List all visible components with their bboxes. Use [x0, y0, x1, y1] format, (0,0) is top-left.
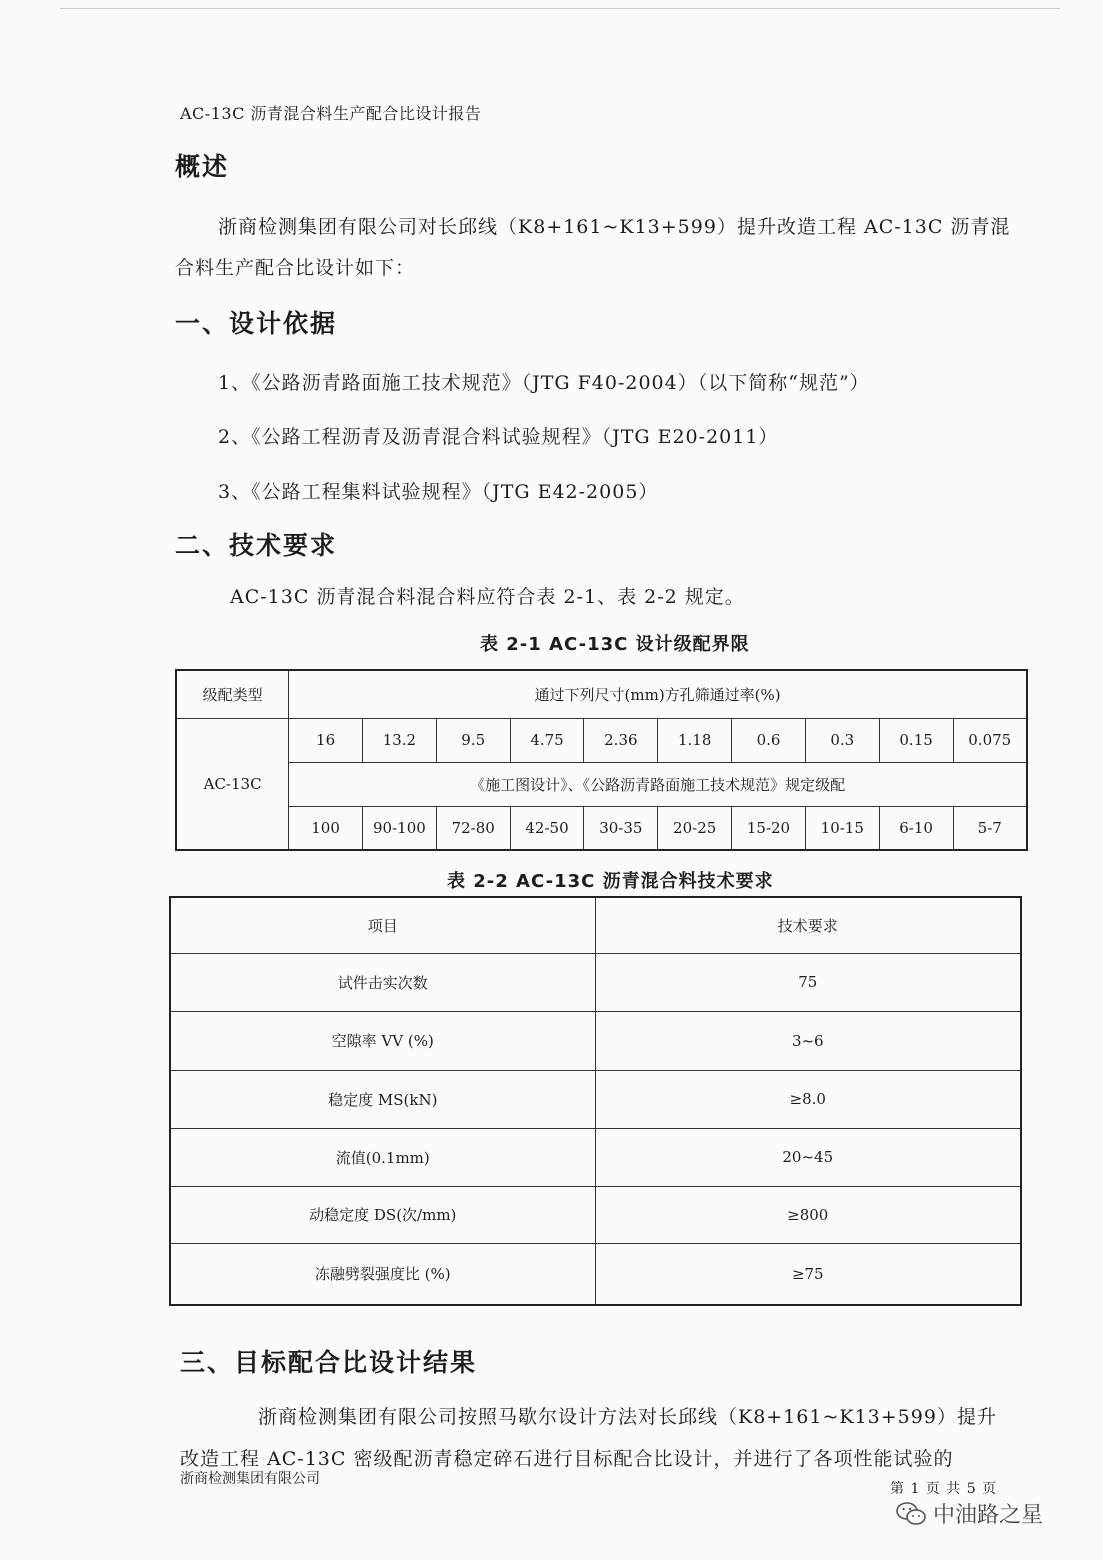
table-row: [170, 1070, 1021, 1128]
spec-source-row: 《施工图设计》、《公路沥青路面施工技术规范》规定级配: [289, 762, 1027, 806]
passing-rate-header: 通过下列尺寸(mm)方孔筛通过率(%): [289, 670, 1027, 718]
table1-caption: 表 2-1 AC-13C 设计级配界限: [480, 634, 750, 655]
sieve-size-cell: 13.2: [362, 718, 436, 762]
sieve-size-cell: 1.18: [658, 718, 732, 762]
gradation-limit-cell: 42-50: [510, 806, 584, 850]
item-cell: 流值(0.1mm): [170, 1128, 595, 1186]
footer-company: 浙商检测集团有限公司: [180, 1471, 320, 1487]
table-row: [170, 1128, 1021, 1186]
scan-edge-line: [60, 8, 1060, 9]
wechat-icon: [895, 1500, 927, 1528]
section3-line-1: 浙商检测集团有限公司按照马歇尔设计方法对长邱线（K8+161~K13+599）提升: [258, 1406, 997, 1428]
sieve-size-cell: 2.36: [584, 718, 658, 762]
sieve-size-cell: 0.075: [953, 718, 1027, 762]
gradation-limit-cell: 90-100: [362, 806, 436, 850]
item-cell: 试件击实次数: [170, 953, 595, 1011]
sieve-size-cell: 0.6: [732, 718, 806, 762]
section3-title: 三、目标配合比设计结果: [180, 1348, 478, 1377]
section2-intro: AC-13C 沥青混合料混合料应符合表 2-1、表 2-2 规定。: [230, 586, 745, 608]
sieve-size-cell: 0.15: [879, 718, 953, 762]
item-column-header: 项目: [170, 897, 595, 953]
requirement-cell: ≥75: [595, 1243, 1021, 1305]
document-header: AC-13C 沥青混合料生产配合比设计报告: [180, 104, 482, 123]
gradation-limit-cell: 72-80: [436, 806, 510, 850]
table2-caption: 表 2-2 AC-13C 沥青混合料技术要求: [447, 871, 774, 892]
gradation-limit-cell: 5-7: [953, 806, 1027, 850]
technical-requirements-table: [169, 896, 1022, 1306]
sieve-size-cell: 9.5: [436, 718, 510, 762]
overview-line-2: 合料生产配合比设计如下：: [175, 257, 416, 279]
watermark: [895, 1498, 1043, 1529]
gradation-limit-cell: 30-35: [584, 806, 658, 850]
table-row: [170, 953, 1021, 1011]
watermark-text: 中油路之星: [933, 1503, 1044, 1528]
item-cell: 冻融劈裂强度比 (%): [170, 1243, 595, 1305]
overview-line-1: 浙商检测集团有限公司对长邱线（K8+161~K13+599）提升改造工程 AC-13C 沥青混: [218, 216, 1011, 238]
gradation-limit-cell: 15-20: [732, 806, 806, 850]
sieve-size-cell: 16: [289, 718, 363, 762]
section1-title: 一、设计依据: [175, 309, 338, 338]
gradation-type-value: AC-13C: [176, 718, 289, 850]
gradation-limit-cell: 6-10: [879, 806, 953, 850]
page-number: 第 1 页 共 5 页: [890, 1481, 998, 1497]
requirement-cell: 75: [595, 953, 1021, 1011]
requirement-cell: 20~45: [595, 1128, 1021, 1186]
sieve-size-cell: 0.3: [805, 718, 879, 762]
table-row: [170, 1186, 1021, 1243]
gradation-limit-cell: 20-25: [658, 806, 732, 850]
sieve-size-cell: 4.75: [510, 718, 584, 762]
requirement-cell: ≥8.0: [595, 1070, 1021, 1128]
gradation-limits-table: [175, 669, 1028, 851]
item-cell: 动稳定度 DS(次/mm): [170, 1186, 595, 1243]
requirement-cell: ≥800: [595, 1186, 1021, 1243]
gradation-type-header: 级配类型: [176, 670, 289, 718]
gradation-limit-cell: 100: [289, 806, 363, 850]
section3-line-2: 改造工程 AC-13C 密级配沥青稳定碎石进行目标配合比设计，并进行了各项性能试验的: [180, 1448, 954, 1470]
requirement-cell: 3~6: [595, 1011, 1021, 1070]
reference-item-2: 2、《公路工程沥青及沥青混合料试验规程》（JTG E20-2011）: [218, 426, 779, 448]
table-row: [170, 1011, 1021, 1070]
reference-item-1: 1、《公路沥青路面施工技术规范》（JTG F40-2004）（以下简称“规范”）: [218, 372, 870, 394]
requirement-column-header: 技术要求: [595, 897, 1021, 953]
item-cell: 稳定度 MS(kN): [170, 1070, 595, 1128]
overview-title: 概述: [175, 152, 230, 181]
reference-item-3: 3、《公路工程集料试验规程》（JTG E42-2005）: [218, 481, 659, 503]
gradation-limit-cell: 10-15: [805, 806, 879, 850]
table-row: [170, 1243, 1021, 1305]
item-cell: 空隙率 VV (%): [170, 1011, 595, 1070]
section2-title: 二、技术要求: [175, 531, 338, 560]
